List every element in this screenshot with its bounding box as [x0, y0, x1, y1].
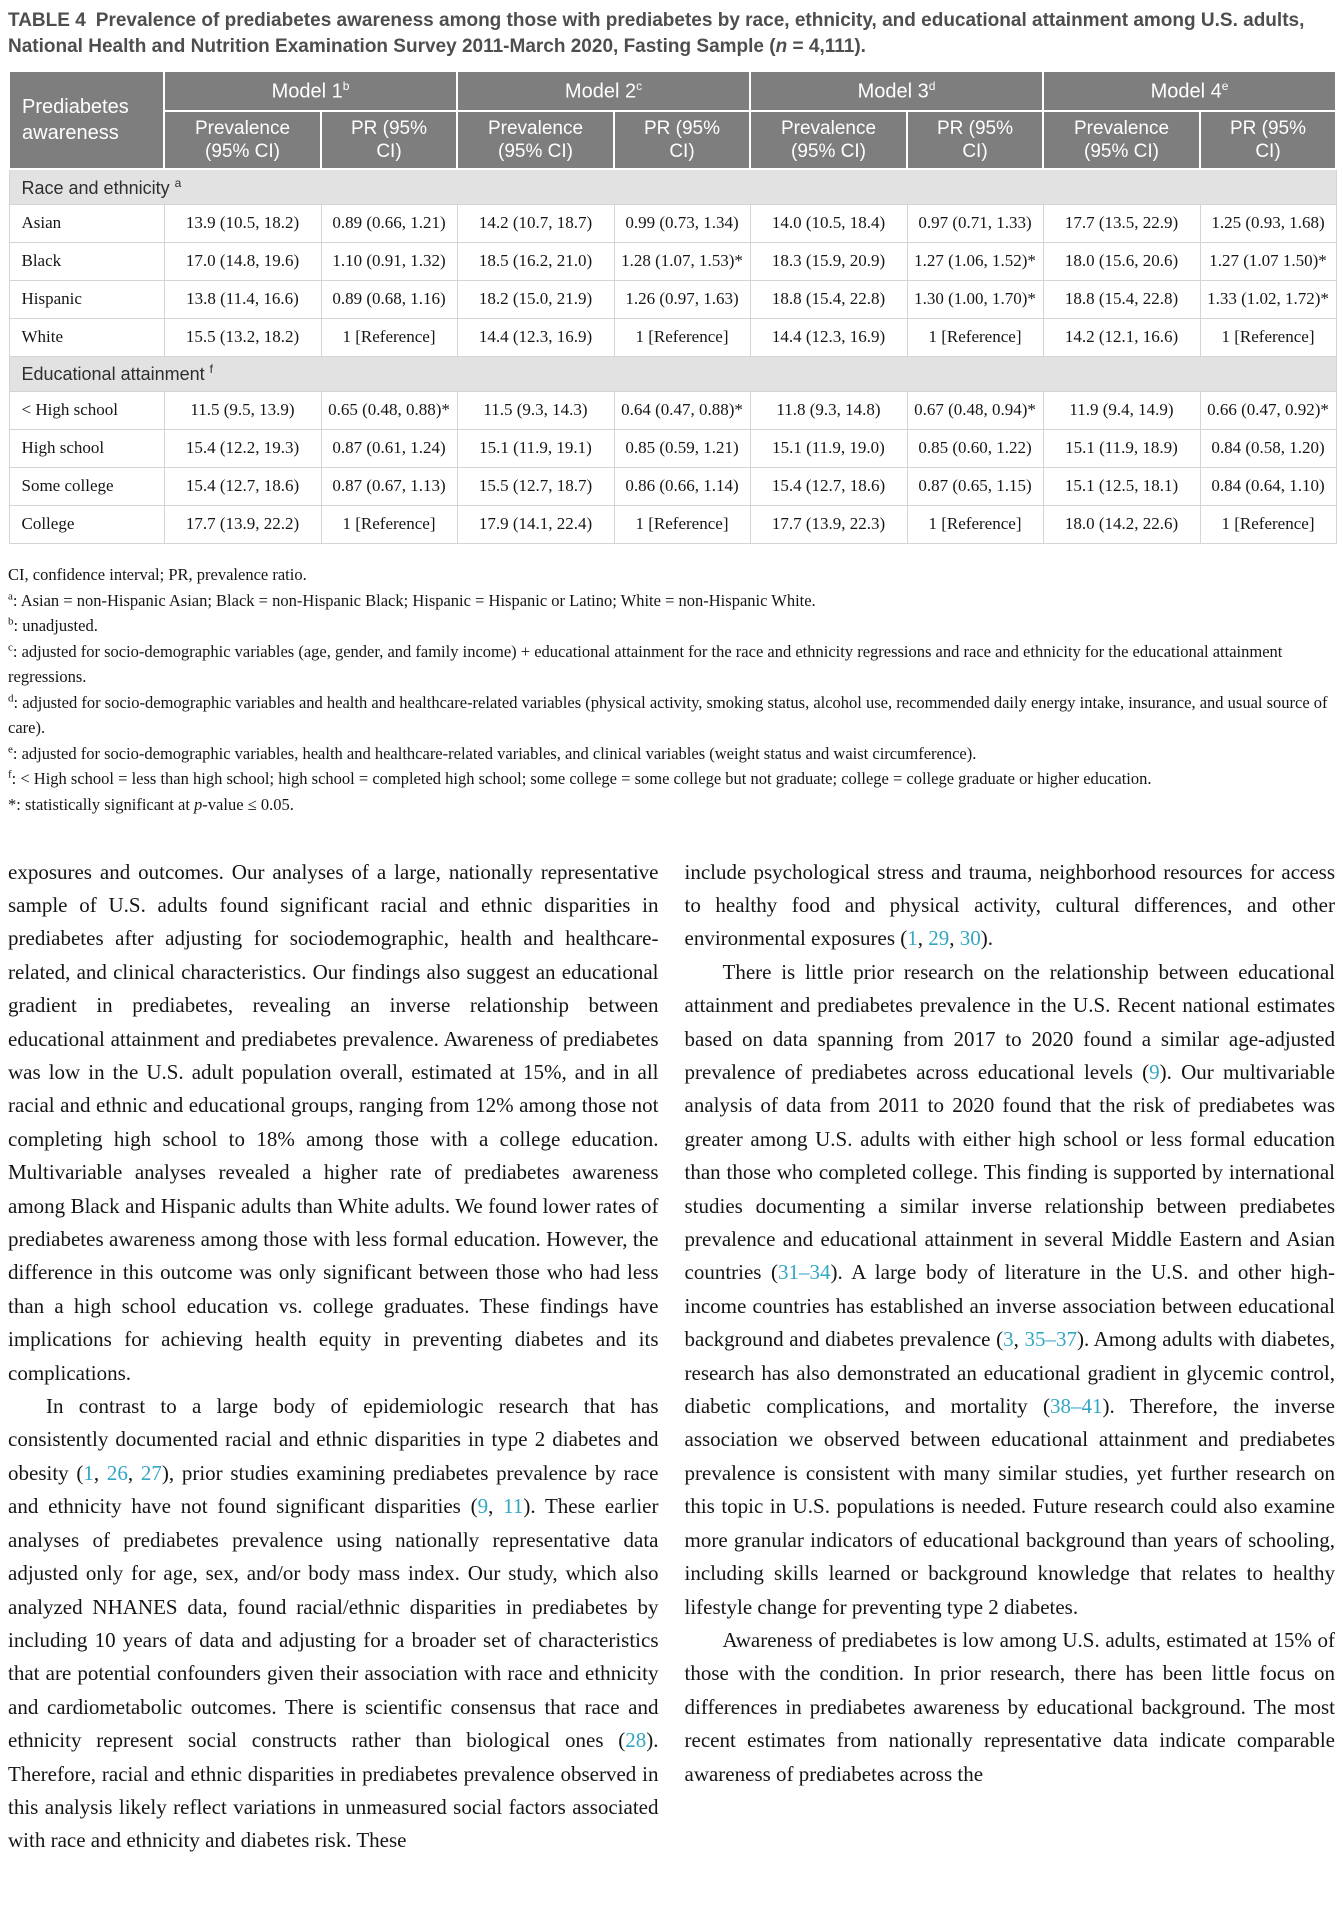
data-cell: 11.9 (9.4, 14.9)	[1043, 391, 1200, 429]
citation-link[interactable]: 31–34	[778, 1260, 831, 1285]
row-label: Black	[9, 242, 164, 280]
data-cell: 17.7 (13.5, 22.9)	[1043, 204, 1200, 242]
data-cell: 0.64 (0.47, 0.88)*	[614, 391, 750, 429]
data-cell: 1 [Reference]	[321, 505, 457, 543]
citation-link[interactable]: 1	[83, 1460, 94, 1485]
data-cell: 0.87 (0.61, 1.24)	[321, 429, 457, 467]
data-cell: 0.99 (0.73, 1.34)	[614, 204, 750, 242]
citation-link[interactable]: 38–41	[1050, 1394, 1103, 1419]
data-cell: 18.5 (16.2, 21.0)	[457, 242, 614, 280]
data-cell: 1.28 (1.07, 1.53)*	[614, 242, 750, 280]
data-cell: 0.85 (0.60, 1.22)	[907, 429, 1043, 467]
footnote: *: statistically significant at p-value ≤ 0.05.	[8, 795, 294, 814]
body-column-left	[8, 856, 659, 1858]
data-cell: 14.2 (12.1, 16.6)	[1043, 318, 1200, 356]
data-cell: 17.9 (14.1, 22.4)	[457, 505, 614, 543]
data-cell: 18.0 (14.2, 22.6)	[1043, 505, 1200, 543]
data-cell: 13.8 (11.4, 16.6)	[164, 280, 321, 318]
data-cell: 14.2 (10.7, 18.7)	[457, 204, 614, 242]
data-cell: 17.7 (13.9, 22.3)	[750, 505, 907, 543]
data-cell: 15.1 (11.9, 19.1)	[457, 429, 614, 467]
data-cell: 11.5 (9.5, 13.9)	[164, 391, 321, 429]
footnote: CI, confidence interval; PR, prevalence ratio.	[8, 564, 307, 584]
data-cell: 15.4 (12.7, 18.6)	[750, 467, 907, 505]
table-row	[9, 429, 1336, 467]
data-cell: 1 [Reference]	[907, 318, 1043, 356]
paragraph: In contrast to a large body of epidemiologic research that has consistently documented racial and ethnic disparities in type 2 diabetes and obesity (1, 26, 27), prior studies examining prediabetes prevalence by race and ethnicity have not found significant disparities (9, 11). These earlier analyses of prediabetes prevalence using nationally representative data adjusted only for age, sex, and/or body mass index. Our study, which also analyzed NHANES data, found racial/ethnic disparities in prediabetes by including 10 years of data and adjusting for a broader set of characteristics that are potential confounders given their association with race and ethnicity and cardiometabolic outcomes. There is scientific consensus that race and ethnicity represent social constructs rather than biological ones (28). Therefore, racial and ethnic disparities in prediabetes prevalence observed in this analysis likely reflect variations in unmeasured social factors associated with race and ethnicity and diabetes risk. These	[8, 1394, 659, 1853]
footnote-marker: a	[174, 175, 182, 190]
row-label: Asian	[9, 204, 164, 242]
footnote: $^b$: unadjusted.	[8, 615, 98, 636]
column-header-model: Model 1$^b$	[164, 71, 457, 111]
citation-link[interactable]: 27	[140, 1460, 162, 1485]
column-subheader: Prevalence (95% CI)	[164, 111, 321, 169]
table-caption: TABLE 4 Prevalence of prediabetes awareness among those with prediabetes by race, ethnicity, and educational attainment among U.S. adults, National Health and Nutrition Examination Survey 2011-March 2020, Fasting Sample (n = 4,111).	[8, 10, 1305, 58]
data-cell: 18.8 (15.4, 22.8)	[1043, 280, 1200, 318]
paragraph: include psychological stress and trauma, neighborhood resources for access to healthy food and physical activity, cultural differences, and other environmental exposures (1, 29, 30).	[684, 859, 1335, 951]
footnote-marker: b	[342, 79, 350, 94]
row-label: < High school	[9, 391, 164, 429]
data-cell: 1 [Reference]	[614, 505, 750, 543]
data-cell: 1 [Reference]	[614, 318, 750, 356]
table-footnotes	[8, 562, 1335, 818]
data-cell: 15.4 (12.7, 18.6)	[164, 467, 321, 505]
data-cell: 1.25 (0.93, 1.68)	[1200, 204, 1336, 242]
data-cell: 0.97 (0.71, 1.33)	[907, 204, 1043, 242]
citation-link[interactable]: 3	[1003, 1327, 1014, 1352]
footnote-marker: c	[636, 79, 643, 94]
column-subheader: Prevalence (95% CI)	[750, 111, 907, 169]
citation-link[interactable]: 29	[928, 926, 950, 951]
data-cell: 14.4 (12.3, 16.9)	[750, 318, 907, 356]
citation-link[interactable]: 9	[1149, 1060, 1160, 1084]
data-cell: 0.86 (0.66, 1.14)	[614, 467, 750, 505]
paragraph: exposures and outcomes. Our analyses of a large, nationally representative sample of U.S. adults found significant racial and ethnic disparities in prediabetes after adjusting for sociodemographic, health and healthcare-related, and clinical characteristics. Our findings also suggest an educational gradient in prediabetes, revealing an inverse relationship between educational attainment and prediabetes prevalence. Awareness of prediabetes was low in the U.S. adult population overall, estimated at 15%, and in all racial and ethnic and educational groups, ranging from 12% among those not completing high school to 18% among those with a college education. Multivariable analyses revealed a higher rate of prediabetes awareness among Black and Hispanic adults than White adults. We found lower rates of prediabetes awareness among those with less formal education. However, the difference in this outcome was only significant between those who had less than a high school education vs. college graduates. These findings have implications for achieving health equity in preventing diabetes and its complications.	[8, 859, 659, 1385]
data-cell: 0.87 (0.67, 1.13)	[321, 467, 457, 505]
data-cell: 1 [Reference]	[1200, 318, 1336, 356]
citation-link[interactable]: 9	[477, 1494, 489, 1519]
table-row	[9, 204, 1336, 242]
table-row	[9, 467, 1336, 505]
data-cell: 11.8 (9.3, 14.8)	[750, 391, 907, 429]
table-row	[9, 391, 1336, 429]
citation-link[interactable]: 30	[959, 926, 981, 951]
citation-link[interactable]: 26	[106, 1460, 128, 1485]
data-cell: 18.0 (15.6, 20.6)	[1043, 242, 1200, 280]
column-subheader: Prevalence (95% CI)	[457, 111, 614, 169]
data-cell: 14.4 (12.3, 16.9)	[457, 318, 614, 356]
data-cell: 15.1 (12.5, 18.1)	[1043, 467, 1200, 505]
data-cell: 18.3 (15.9, 20.9)	[750, 242, 907, 280]
column-header-model: Model 4e	[1043, 71, 1336, 111]
data-cell: 0.85 (0.59, 1.21)	[614, 429, 750, 467]
data-cell: 1 [Reference]	[907, 505, 1043, 543]
data-cell: 1.10 (0.91, 1.32)	[321, 242, 457, 280]
footnote-marker: e	[1221, 79, 1229, 94]
footnote-marker: f	[209, 362, 213, 377]
citation-link[interactable]: 1	[907, 926, 918, 951]
column-subheader: PR (95% CI)	[614, 111, 750, 169]
data-cell: 1.27 (1.07 1.50)*	[1200, 242, 1336, 280]
paragraph: There is little prior research on the relationship between educational attainment and prediabetes prevalence in the U.S. Recent national estimates based on data spanning from 2017 to 2020 found a similar age-adjusted prevalence of prediabetes across educational levels (9). Our multivariable analysis of data from 2011 to 2020 found that the risk of prediabetes was greater among U.S. adults with either high school or less formal education than those who completed college. This finding is supported by international studies documenting a similar inverse relationship between prediabetes prevalence and educational attainment in several Middle Eastern and Asian countries (31–34). A large body of literature in the U.S. and other high-income countries has established an inverse association between educational background and diabetes prevalence (3, 35–37). Among adults with diabetes, research has also demonstrated an educational gradient in glycemic control, diabetic complications, and mortality (38–41). Therefore, the inverse association we observed between educational attainment and prediabetes prevalence is consistent with many similar studies, yet further research on this topic in U.S. populations is needed. Future research could also examine more granular indicators of educational background than years of schooling, including skills learned or background knowledge that relates to healthy lifestyle change for preventing type 2 diabetes.	[684, 959, 1335, 1619]
column-header-model: Model 2$^c$	[457, 71, 750, 111]
data-cell: 0.89 (0.66, 1.21)	[321, 204, 457, 242]
footnote: $^a$: Asian = non-Hispanic Asian; Black = non-Hispanic Black; Hispanic = Hispanic or Latino; White = non-Hispanic White.	[8, 590, 816, 610]
table-row	[9, 242, 1336, 280]
data-cell: 0.67 (0.48, 0.94)*	[907, 391, 1043, 429]
data-cell: 17.0 (14.8, 19.6)	[164, 242, 321, 280]
data-cell: 17.7 (13.9, 22.2)	[164, 505, 321, 543]
column-subheader: Prevalence (95% CI)	[1043, 111, 1200, 169]
data-cell: 0.84 (0.58, 1.20)	[1200, 429, 1336, 467]
row-label: Some college	[9, 467, 164, 505]
data-cell: 0.87 (0.65, 1.15)	[907, 467, 1043, 505]
footnote: $^e$: adjusted for socio-demographic variables, health and healthcare-related variables, and clinical variables (weight status and waist circumference).	[8, 743, 977, 763]
data-cell: 15.1 (11.9, 19.0)	[750, 429, 907, 467]
data-cell: 1.33 (1.02, 1.72)*	[1200, 280, 1336, 318]
data-cell: 15.5 (13.2, 18.2)	[164, 318, 321, 356]
citation-link[interactable]: 35–37	[1024, 1327, 1077, 1352]
column-subheader: PR (95% CI)	[1200, 111, 1336, 169]
data-cell: 0.65 (0.48, 0.88)*	[321, 391, 457, 429]
data-cell: 11.5 (9.3, 14.3)	[457, 391, 614, 429]
data-cell: 15.5 (12.7, 18.7)	[457, 467, 614, 505]
body-text	[8, 856, 1335, 1858]
data-cell: 1.27 (1.06, 1.52)*	[907, 242, 1043, 280]
citation-link[interactable]: 28	[625, 1728, 647, 1753]
results-table	[8, 70, 1337, 544]
data-cell: 0.89 (0.68, 1.16)	[321, 280, 457, 318]
data-cell: 15.4 (12.2, 19.3)	[164, 429, 321, 467]
section-header: Educational attainment $^f$	[9, 356, 1336, 391]
row-label: Hispanic	[9, 280, 164, 318]
footnote: $^d$: adjusted for socio-demographic variables and health and healthcare-related variables (physical activity, smoking status, alcohol use, recommended daily energy intake, insurance, and usual source of care).	[8, 692, 1328, 738]
data-cell: 1 [Reference]	[321, 318, 457, 356]
column-subheader: PR (95% CI)	[321, 111, 457, 169]
column-subheader: PR (95% CI)	[907, 111, 1043, 169]
data-cell: 1.30 (1.00, 1.70)*	[907, 280, 1043, 318]
column-header-prediabetes-awareness: Prediabetes awareness	[9, 71, 164, 169]
table-row	[9, 318, 1336, 356]
data-cell: 15.1 (11.9, 18.9)	[1043, 429, 1200, 467]
table-row	[9, 505, 1336, 543]
table-row	[9, 280, 1336, 318]
data-cell: 18.8 (15.4, 22.8)	[750, 280, 907, 318]
footnote: $^f$: < High school = less than high school; high school = completed high school; some college = some college but not graduate; college = college graduate or higher education.	[8, 768, 1152, 789]
citation-link[interactable]: 11	[503, 1494, 524, 1519]
data-cell: 18.2 (15.0, 21.9)	[457, 280, 614, 318]
data-cell: 1.26 (0.97, 1.63)	[614, 280, 750, 318]
footnote-marker: d	[928, 79, 936, 94]
row-label: College	[9, 505, 164, 543]
column-header-model: Model 3$^d$	[750, 71, 1043, 111]
data-cell: 0.84 (0.64, 1.10)	[1200, 467, 1336, 505]
body-column-right	[685, 856, 1336, 1858]
paragraph: Awareness of prediabetes is low among U.S. adults, estimated at 15% of those with the condition. In prior research, there has been little focus on differences in prediabetes awareness by educational background. The most recent estimates from nationally representative data indicate comparable awareness of prediabetes across the	[684, 1627, 1335, 1786]
footnote: $^c$: adjusted for socio-demographic variables (age, gender, and family income) + educational attainment for the race and ethnicity regressions and race and ethnicity for the educational attainment regressions.	[8, 641, 1283, 687]
row-label: White	[9, 318, 164, 356]
data-cell: 13.9 (10.5, 18.2)	[164, 204, 321, 242]
data-cell: 14.0 (10.5, 18.4)	[750, 204, 907, 242]
section-header: Race and ethnicity $^a$	[9, 169, 1336, 204]
data-cell: 1 [Reference]	[1200, 505, 1336, 543]
data-cell: 0.66 (0.47, 0.92)*	[1200, 391, 1336, 429]
row-label: High school	[9, 429, 164, 467]
